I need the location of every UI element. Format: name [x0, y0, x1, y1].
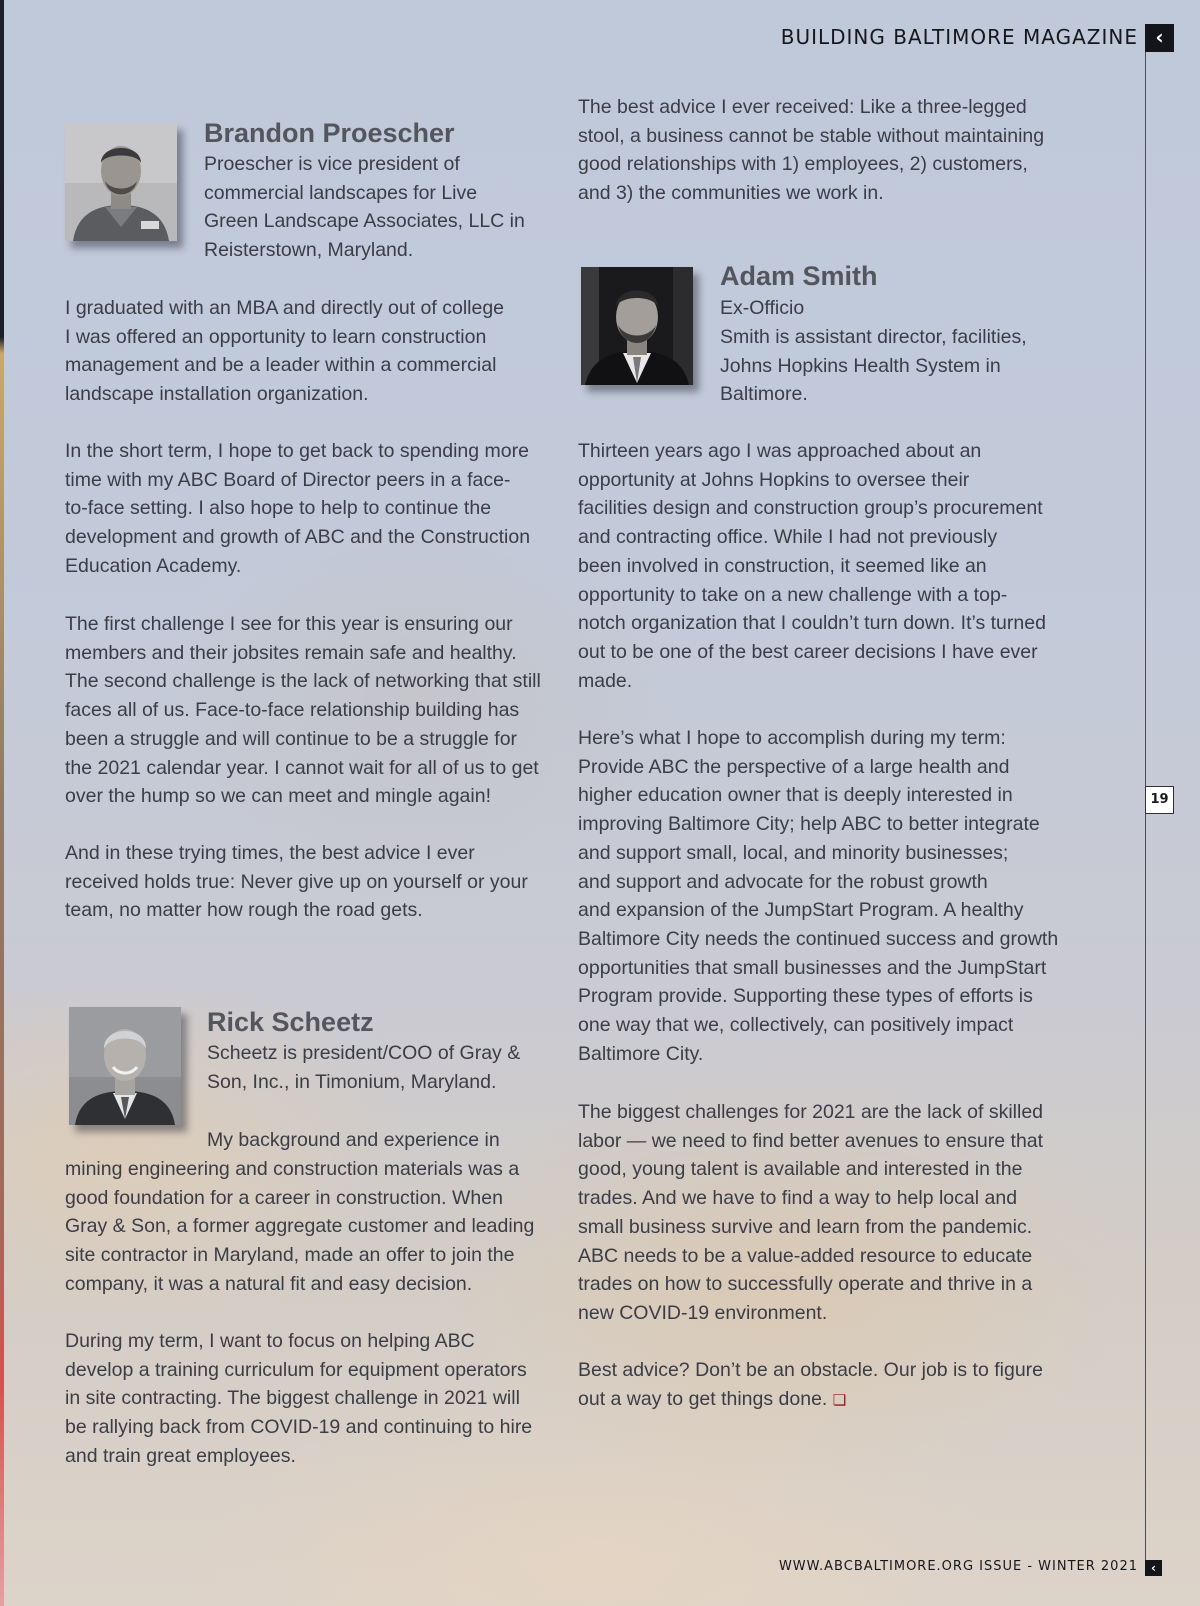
rick-paragraph-1: mining engineering and construction materials was a good foundation for a career in construction. When Gray & Son, a former aggregate customer and leading site contractor in Maryland, made an offer to join the company, it was a natural fit and easy decision. — [65, 1158, 535, 1295]
chevron-left-icon-footer[interactable]: ‹ — [1145, 1560, 1162, 1576]
page-edge-strip — [0, 0, 4, 1606]
adam-paragraph-4 — [578, 1356, 1088, 1414]
end-of-article-icon: ❏ — [832, 1390, 847, 1409]
brandon-proescher-name: Brandon Proescher — [204, 118, 455, 148]
adam-smith-role: Ex-Officio — [720, 297, 805, 319]
rick-scheetz-name: Rick Scheetz — [207, 1007, 374, 1037]
adam-paragraph-1: Thirteen years ago I was approached about an opportunity at Johns Hopkins to oversee their facilities design and construction group’s procurement and contracting office. While I had not previously been involved in construction, it seemed like an opportunity to take on a new challenge with a top- notch organization that I couldn’t turn down. It’s turned out to be one of the best career decisions I have ever made. — [578, 440, 1046, 692]
brandon-paragraph-3: The first challenge I see for this year is ensuring our members and their jobsites remain safe and healthy. The second challenge is the lack of networking that still faces all of us. Face-to-face relationship building has been a struggle and will continue to be a struggle for the 2021 calendar year. I cannot wait for all of us to get over the hump so we can meet and mingle again! — [65, 613, 541, 808]
brandon-paragraph-2: In the short term, I hope to get back to spending more time with my ABC Board of Director peers in a face- to-face setting. I also hope to help to continue the development and growth of ABC and the Construction Education Academy. — [65, 440, 531, 577]
adam-paragraph-3: The biggest challenges for 2021 are the lack of skilled labor — we need to find better avenues to ensure that good, young talent is available and interested in the trades. And we have to find a way to help local and small business survive and learn from the pandemic. ABC needs to be a value-added resource to educate trades on how to successfully operate and thrive in a new COVID-19 environment. — [578, 1101, 1044, 1324]
adam-paragraph-2: Here’s what I hope to accomplish during my term: Provide ABC the perspective of a large health and higher education owner that is deeply interested in improving Baltimore City; help ABC to better integrate and support small, local, and minority businesses; and support and advocate for the robust growth and expansion of the JumpStart Program. A healthy Baltimore City needs the continued success and growth opportunities that small businesses and the JumpStart Program provide. Supporting these types of efforts is one way that we, collectively, can positively impact Baltimore City. — [578, 727, 1059, 1065]
brandon-paragraph-1: I graduated with an MBA and directly out of college I was offered an opportunity to learn construction management and be a leader within a commercial landscape installation organization. — [65, 297, 505, 406]
brandon-proescher-bio: Proescher is vice president of commercial landscapes for Live Green Landscape Associates, LLC in Reisterstown, Maryland. — [204, 153, 525, 262]
adam-smith-bio: Smith is assistant director, facilities, Johns Hopkins Health System in Baltimore. — [720, 326, 1027, 406]
chevron-left-icon[interactable]: ‹ — [1145, 24, 1174, 52]
continued-best-advice: The best advice I ever received: Like a three-legged stool, a business cannot be stable without maintaining good relationships with 1) employees, 2) customers, and 3) the communities we work in. — [578, 96, 1045, 205]
rick-paragraph-1-lead: My background and experience in — [207, 1129, 500, 1151]
brandon-proescher-photo — [65, 123, 177, 241]
rick-paragraph-2: During my term, I want to focus on helping ABC develop a training curriculum for equipment operators in site contracting. The biggest challenge in 2021 will be rallying back from COVID-19 and continuing to hire and train great employees. — [65, 1330, 533, 1467]
magazine-title: BUILDING BALTIMORE MAGAZINE — [780, 25, 1138, 49]
adam-smith-photo — [581, 267, 693, 385]
footer-text: WWW.ABCBALTIMORE.ORG ISSUE - WINTER 2021 — [778, 1559, 1138, 1574]
page-number: 19 — [1145, 786, 1174, 814]
adam-paragraph-4-text: Best advice? Don’t be an obstacle. Our job is to figure out a way to get things done. — [578, 1359, 1044, 1410]
adam-smith-name: Adam Smith — [720, 261, 878, 291]
brandon-paragraph-4: And in these trying times, the best advice I ever received holds true: Never give up on yourself or your team, no matter how rough the road gets. — [65, 842, 528, 922]
rick-scheetz-photo — [69, 1007, 181, 1125]
rick-scheetz-bio: Scheetz is president/COO of Gray & Son, Inc., in Timonium, Maryland. — [207, 1042, 521, 1093]
